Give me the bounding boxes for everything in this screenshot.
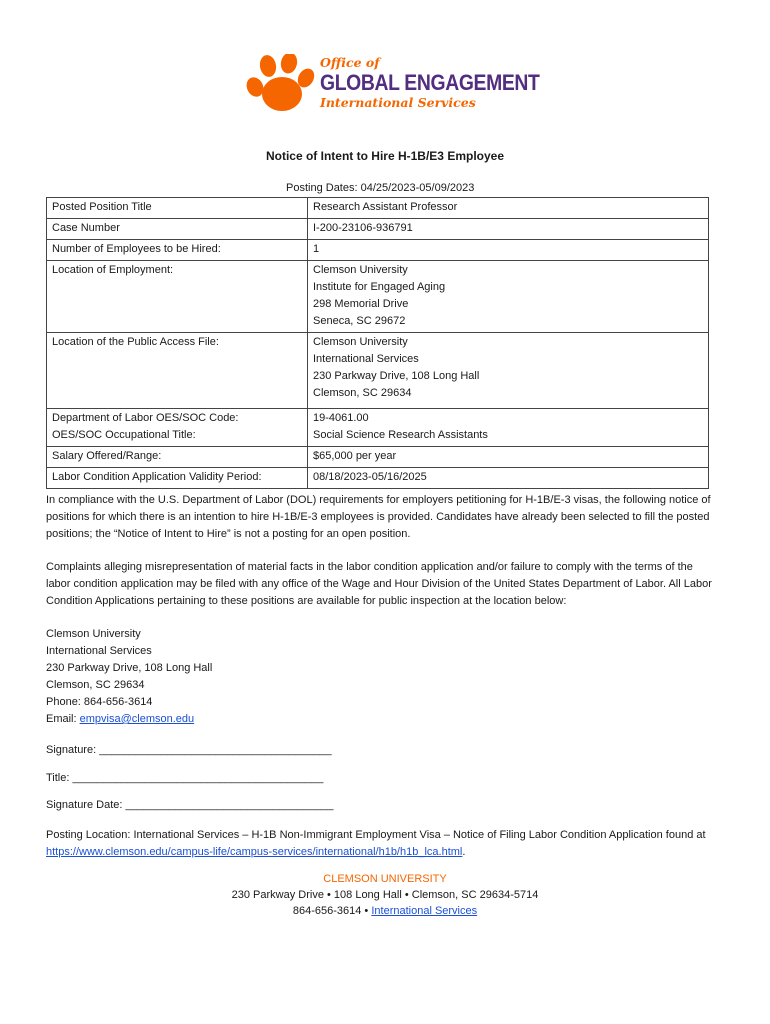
posting-location	[46, 827, 726, 861]
footer-university: CLEMSON UNIVERSITY	[323, 873, 447, 885]
address-line: Clemson, SC 29634	[46, 679, 145, 691]
email-label: Email:	[46, 713, 80, 725]
lca-validity-label: Labor Condition Application Validity Period:	[47, 468, 308, 489]
address-line: 230 Parkway Drive, 108 Long Hall	[313, 370, 480, 382]
position-title-label: Posted Position Title	[47, 198, 308, 219]
logo-office-of: Office of	[320, 55, 380, 70]
table-row	[47, 261, 709, 333]
oes-soc-title-label: OES/SOC Occupational Title:	[52, 429, 196, 441]
table-row	[47, 198, 709, 219]
footer-address: 230 Parkway Drive • 108 Long Hall • Clemson, SC 29634-5714	[231, 889, 539, 901]
table-row	[47, 409, 709, 447]
position-title-value: Research Assistant Professor	[308, 198, 709, 219]
address-line: Clemson University	[313, 336, 408, 348]
address-line: Institute for Engaged Aging	[313, 281, 446, 293]
phone-line: Phone: 864-656-3614	[46, 696, 153, 708]
address-line: 298 Memorial Drive	[313, 298, 409, 310]
table-row	[47, 219, 709, 240]
office-of-global-engagement-logo	[242, 54, 542, 120]
num-employees-value: 1	[308, 240, 709, 261]
address-line: Clemson University	[46, 628, 141, 640]
address-line: International Services	[46, 645, 152, 657]
lca-url-link[interactable]: https://www.clemson.edu/campus-life/campus-services/international/h1b/h1b_lca.html	[46, 846, 463, 858]
oes-soc-value	[308, 409, 709, 447]
international-services-link[interactable]: International Services	[371, 905, 478, 917]
table-row	[47, 333, 709, 409]
posting-location-end: .	[462, 846, 466, 858]
email-link[interactable]: empvisa@clemson.edu	[79, 713, 195, 725]
signature-date-line: Signature Date: __________________________________	[46, 799, 334, 811]
public-access-file-value	[308, 333, 709, 409]
footer	[0, 871, 770, 919]
document-title: Notice of Intent to Hire H-1B/E3 Employee	[265, 149, 505, 163]
table-row	[47, 447, 709, 468]
oes-soc-title-value: Social Science Research Assistants	[313, 429, 488, 441]
signature-line: Signature: ______________________________________	[46, 744, 332, 756]
footer-phone: 864-656-3614 •	[292, 905, 372, 917]
oes-soc-code-label: Department of Labor OES/SOC Code:	[52, 412, 239, 424]
lca-validity-value: 08/18/2023-05/16/2025	[308, 468, 709, 489]
public-access-file-label: Location of the Public Access File:	[47, 333, 308, 409]
posting-dates: Posting Dates: 04/25/2023-05/09/2023	[286, 182, 475, 194]
position-info-table	[46, 197, 709, 489]
address-line: 230 Parkway Drive, 108 Long Hall	[46, 662, 213, 674]
location-employment-value	[308, 261, 709, 333]
case-number-label: Case Number	[47, 219, 308, 240]
contact-address	[46, 626, 212, 728]
address-line: Clemson University	[313, 264, 408, 276]
num-employees-label: Number of Employees to be Hired:	[47, 240, 308, 261]
address-line: Clemson, SC 29634	[313, 387, 412, 399]
complaints-paragraph: Complaints alleging misrepresentation of material facts in the labor condition application and/or failure to comply with the terms of the labor condition application may be filed with any office of the Wage and Hour Division of the United States Department of Labor. All Labor Condition Applications pertaining to these positions are available for public inspection at the location below:	[46, 561, 712, 607]
oes-soc-label	[47, 409, 308, 447]
location-employment-label: Location of Employment:	[47, 261, 308, 333]
address-line: International Services	[313, 353, 419, 365]
logo-global-engagement: GLOBAL ENGAGEMENT	[320, 70, 540, 95]
compliance-paragraph: In compliance with the U.S. Department of Labor (DOL) requirements for employers petitioning for H-1B/E-3 visas, the following notice of positions for which there is an intention to hire H-1B/E-3 employees is provided. Candidates have already been selected to fill the posted positions; the “Notice of Intent to Hire” is not a posting for an open position.	[46, 494, 711, 540]
case-number-value: I-200-23106-936791	[308, 219, 709, 240]
table-row	[47, 468, 709, 489]
footer-contact	[0, 903, 770, 919]
salary-value: $65,000 per year	[308, 447, 709, 468]
tiger-paw-icon	[242, 54, 316, 116]
salary-label: Salary Offered/Range:	[47, 447, 308, 468]
oes-soc-code-value: 19-4061.00	[313, 412, 369, 424]
title-line: Title: _________________________________________	[46, 772, 324, 784]
logo-international-services: International Services	[320, 95, 476, 110]
table-row	[47, 240, 709, 261]
email-line	[46, 711, 212, 728]
posting-location-text: Posting Location: International Services – H-1B Non-Immigrant Employment Visa – Notice of Filing Labor Condition Application found at	[46, 829, 706, 841]
address-line: Seneca, SC 29672	[313, 315, 406, 327]
